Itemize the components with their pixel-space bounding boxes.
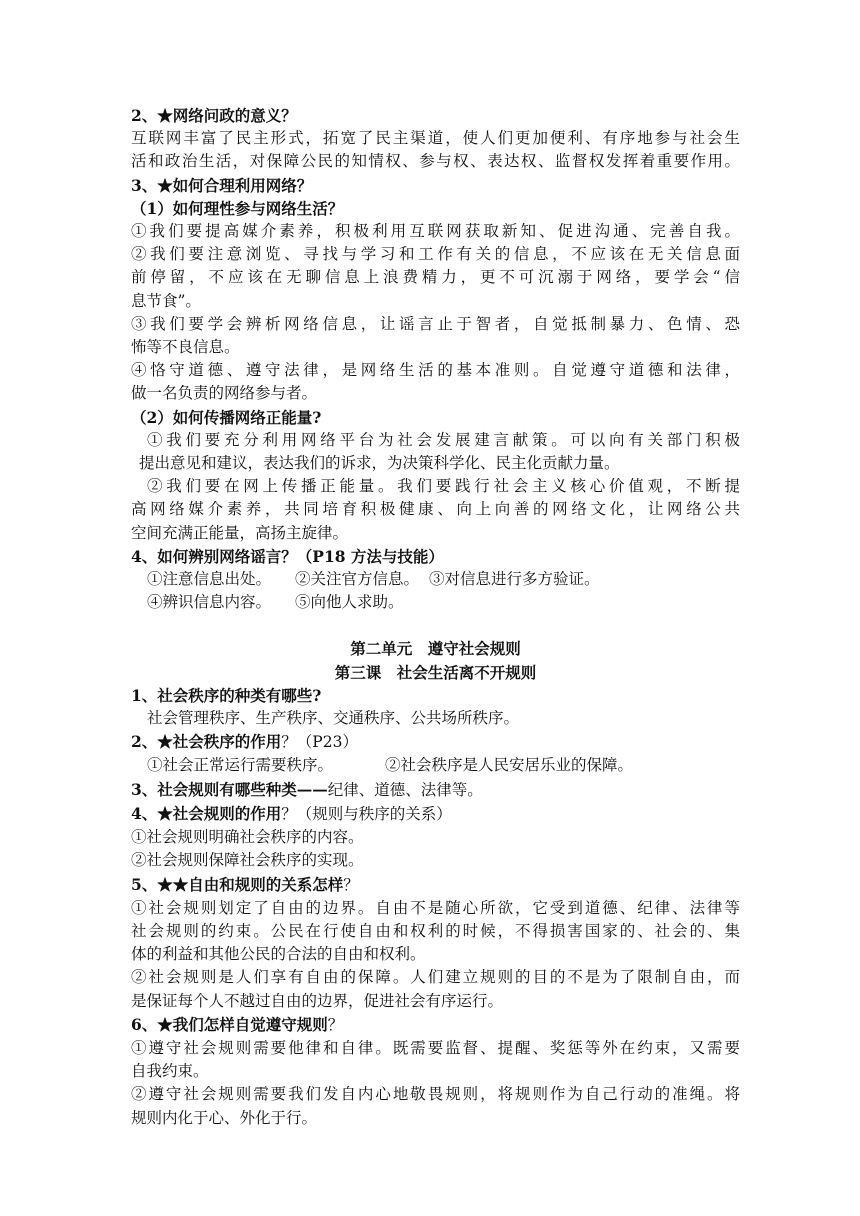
answer-text: 社会管理秩序、生产秩序、交通秩序、公共场所秩序。 (147, 709, 520, 728)
method-item: ④辨识信息内容。 (147, 593, 272, 612)
answer-block (131, 1037, 740, 1130)
question-heading: （1）如何理性参与网络生活？ (131, 198, 344, 218)
method-item: ⑤向他人求助。 (295, 593, 404, 612)
text-line: 高网络媒介素养，共同培育积极健康、向上向善的网络文化，让网络公共 (131, 500, 740, 519)
text-line: 活和政治生活，对保障公民的知情权、参与权、表达权、监督权发挥着重要作用。 (131, 152, 740, 171)
heading-note: ？ (343, 875, 359, 894)
method-item: ③对信息进行多方验证。 (429, 570, 600, 589)
method-row-1 (131, 568, 740, 591)
answer-row (131, 754, 740, 777)
lesson-title: 第三课 社会生活离不开规则 (334, 662, 537, 682)
text-line: ②遵守社会规则需要我们发自内心地敬畏规则，将规则作为自己行动的准绳。将 (131, 1085, 740, 1104)
question-heading (131, 1013, 740, 1037)
heading-note: ？（P23） (281, 733, 358, 752)
text-line: 社会规则的约束。公民在行使自由和权利的时候，不得损害国家的、社会的、集 (131, 921, 740, 940)
text-line: 怖等不良信息。 (131, 338, 240, 357)
text-line: 提出意见和建议，表达我们的诉求，为决策科学化、民主化贡献力量。 (139, 454, 620, 473)
heading-text: 5、★★自由和规则的关系怎样 (131, 874, 344, 894)
text-line: 空间充满正能量，高扬主旋律。 (131, 523, 349, 542)
heading-text: 2、★社会秩序的作用 (131, 732, 282, 752)
answer-inline: 纪律、道德、法律等。 (327, 780, 483, 799)
question-heading: （2）如何传播网络正能量? (131, 407, 322, 427)
heading-text: 4、如何辨别网络谣言？ (131, 546, 297, 566)
text-line: ①我们要充分利用网络平台为社会发展建言献策。可以向有关部门积极 (147, 430, 740, 449)
answer-item: ①社会正常运行需要秩序。 (147, 756, 334, 775)
text-line: ②社会规则是人们享有自由的保障。人们建立规则的目的不是为了限制自由，而 (131, 968, 740, 987)
question-heading (131, 730, 740, 754)
question-heading (131, 873, 740, 897)
answer-block (131, 897, 740, 1013)
method-item: ②关注官方信息。 (295, 570, 420, 589)
question-heading (131, 545, 740, 568)
answer-text: ①社会规则明确社会秩序的内容。 (131, 828, 364, 847)
question-heading: 1、社会秩序的种类有哪些? (131, 685, 322, 705)
unit-title: 第二单元 遵守社会规则 (350, 639, 521, 659)
question-heading: 2、★网络问政的意义？ (131, 106, 297, 125)
answer-item: ②社会秩序是人民安居乐业的保障。 (385, 756, 634, 775)
text-line: 前停留，不应该在无聊信息上浪费精力，更不可沉溺于网络，要学会“信 (131, 268, 740, 287)
method-row-2 (131, 591, 740, 614)
question-heading (131, 778, 740, 802)
text-line: ①我们要提高媒介素养，积极利用互联网获取新知、促进沟通、完善自我。 (131, 222, 740, 241)
heading-note: ？ (327, 1015, 344, 1034)
text-line: 息节食”。 (131, 291, 201, 310)
text-line: ③我们要学会辨析网络信息，让谣言止于智者，自觉抵制暴力、色情、恐 (131, 314, 740, 333)
heading-text: 3、社会规则有哪些种类—— (131, 779, 328, 799)
text-line: ④恪守道德、遵守法律，是网络生活的基本准则。自觉遵守道德和法律， (131, 361, 740, 380)
method-item: ①注意信息出处。 (147, 570, 272, 589)
section-network-lines (131, 104, 740, 545)
text-line: 体的利益和其他公民的合法的自由和权利。 (131, 945, 426, 964)
heading-text: 6、★我们怎样自觉遵守规则 (131, 1014, 328, 1034)
text-line: ①社会规则划定了自由的边界。自由不是随心所欲，它受到道德、纪律、法律等 (131, 898, 740, 917)
question-heading (131, 802, 740, 826)
answer-text: ②社会规则保障社会秩序的实现。 (131, 851, 364, 870)
text-line: 规则内化于心、外化于行。 (131, 1108, 318, 1127)
heading-note: （P18 方法与技能） (296, 546, 444, 566)
text-line: ②我们要注意浏览、寻找与学习和工作有关的信息，不应该在无关信息面 (131, 245, 740, 264)
text-line: 是保证每个人不越过自由的边界，促进社会有序运行。 (131, 991, 504, 1010)
text-line: 互联网丰富了民主形式，拓宽了民主渠道，使人们更加便利、有序地参与社会生 (131, 129, 740, 148)
question-heading: 3、★如何合理利用网络？ (131, 175, 313, 195)
heading-text: 4、★社会规则的作用 (131, 803, 282, 823)
text-line: ②我们要在网上传播正能量。我们要践行社会主义核心价值观，不断提 (147, 477, 740, 496)
text-line: 做一名负责的网络参与者。 (131, 384, 318, 403)
text-line: ①遵守社会规则需要他律和自律。既需要监督、提醒、奖惩等外在约束，又需要 (131, 1038, 740, 1057)
text-line: 自我约束。 (131, 1062, 209, 1081)
heading-note: ？（规则与秩序的关系） (281, 804, 452, 823)
